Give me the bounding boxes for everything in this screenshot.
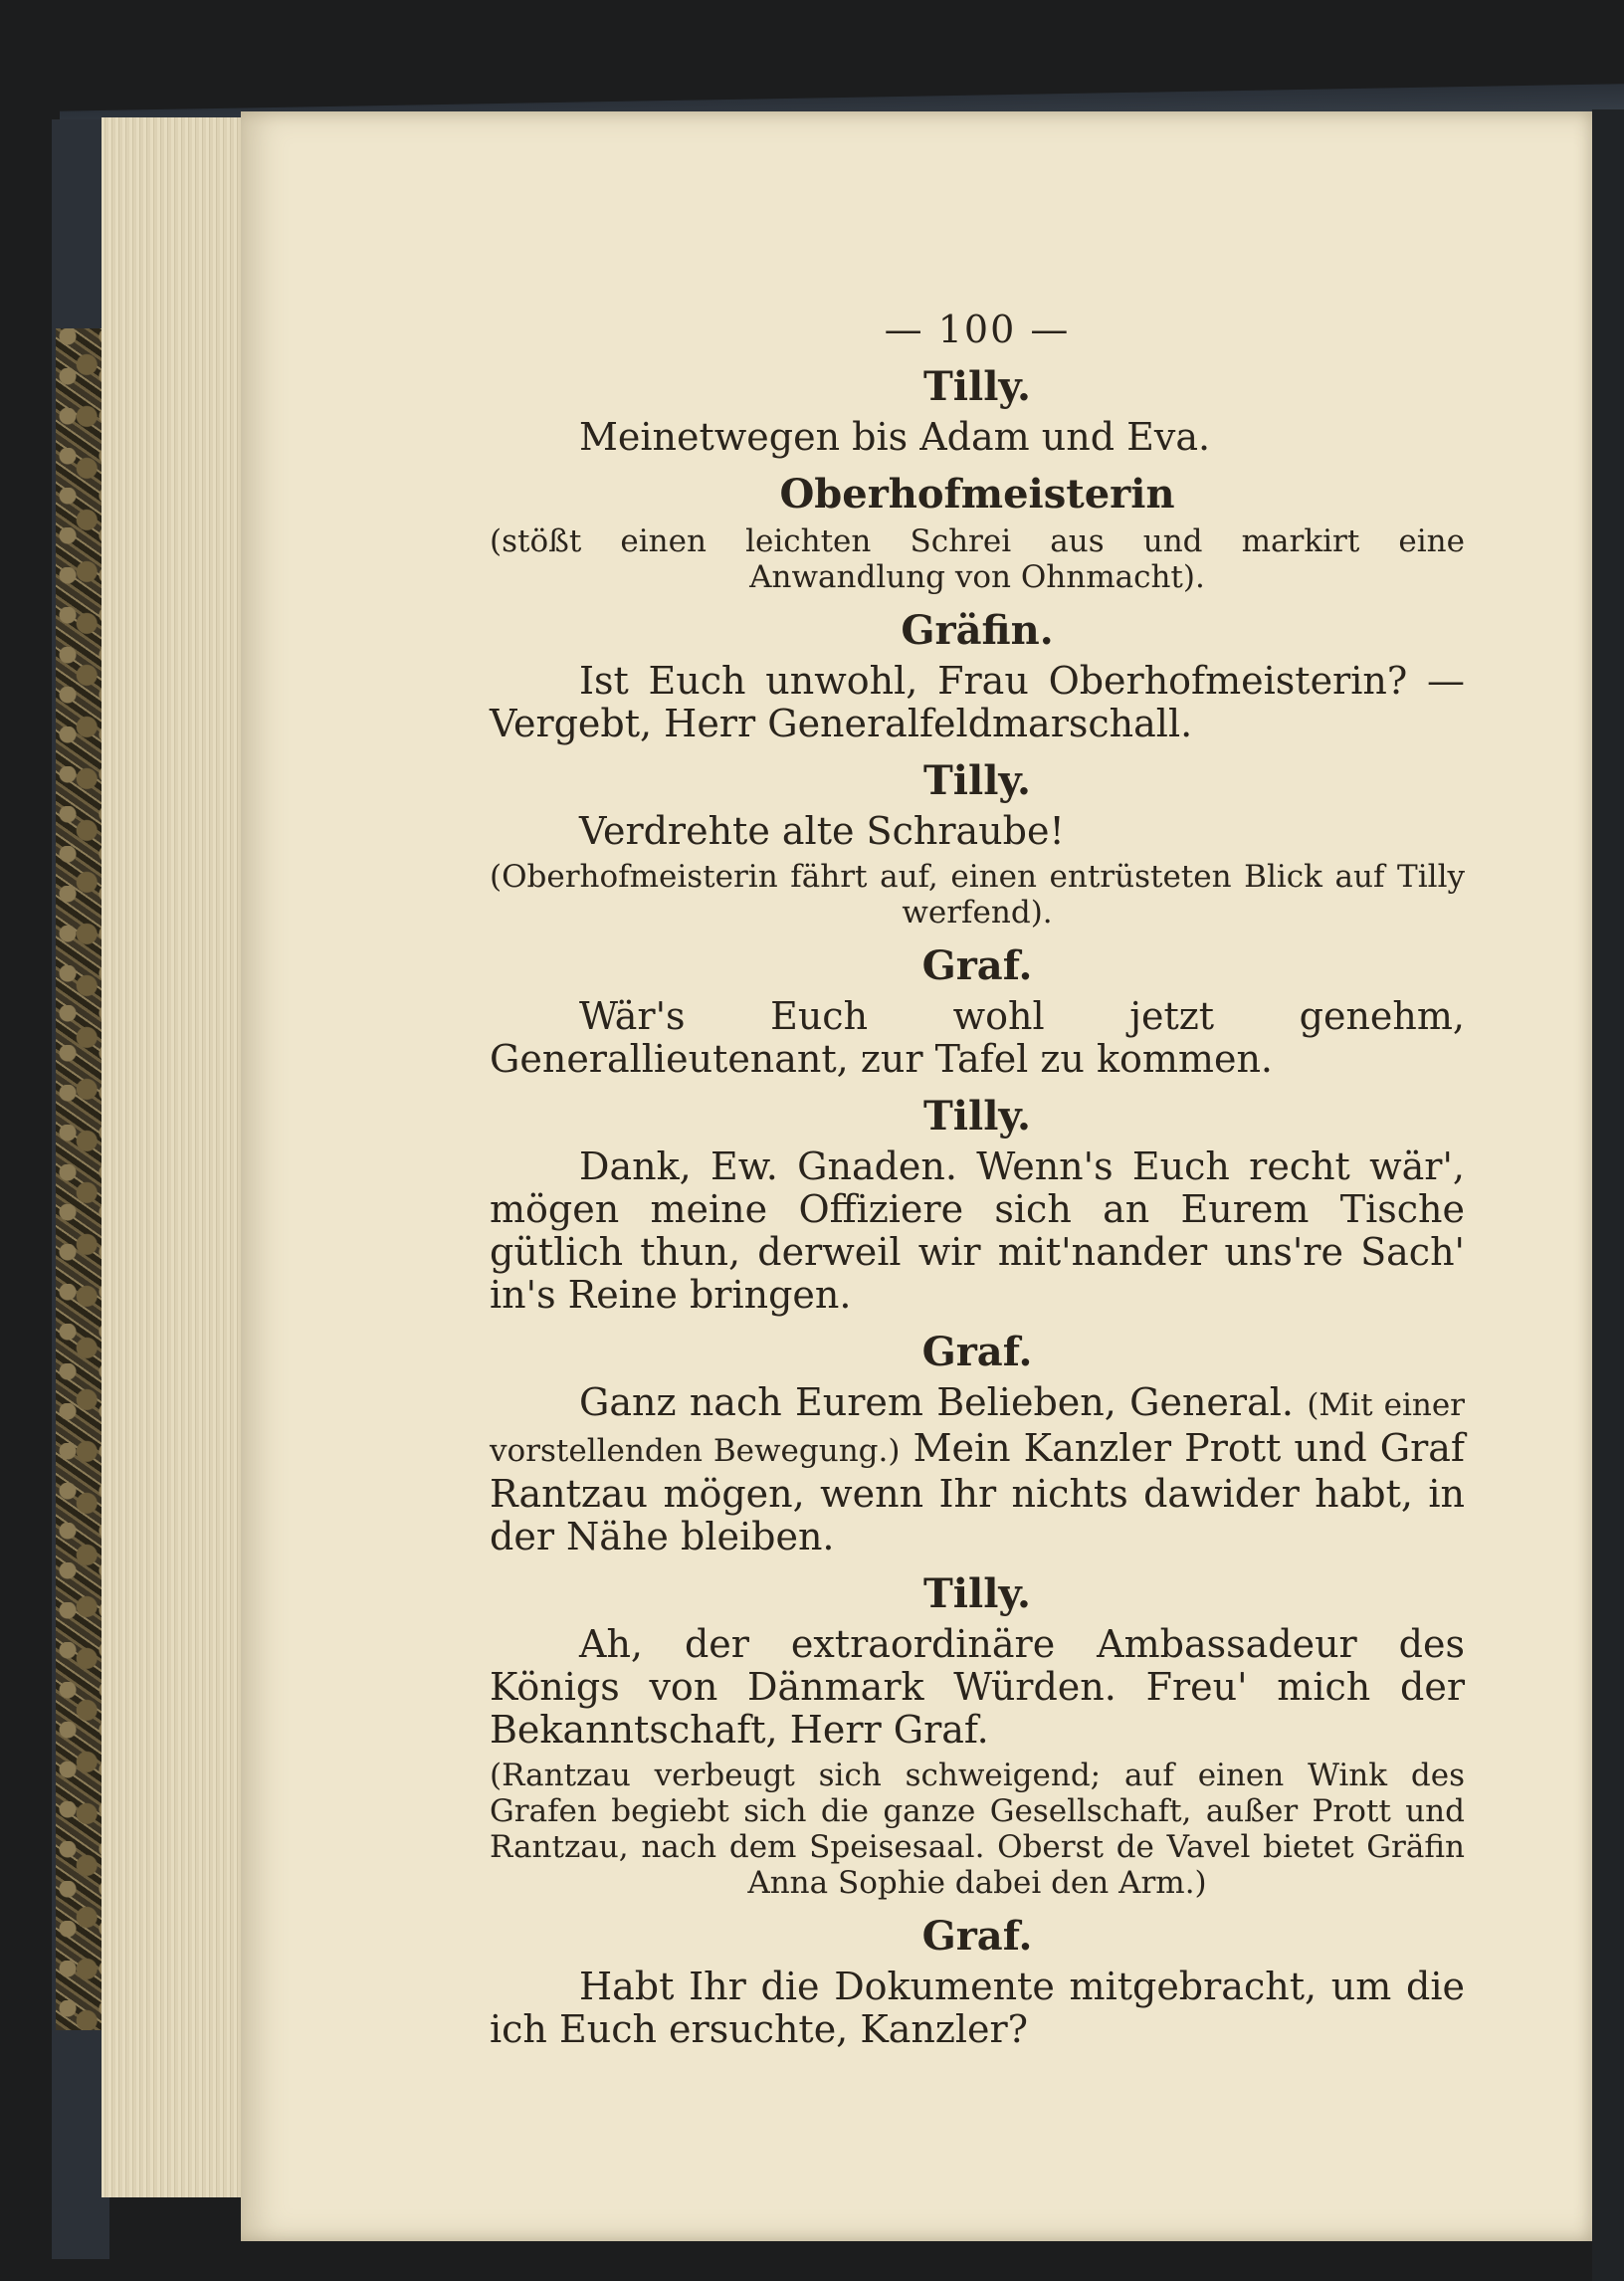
- speech-paragraph: Dank, Ew. Gnaden. Wenn's Euch recht wär', mögen meine Offiziere sich an Eurem Tische gütlich thun, derweil wir mit'nander uns're Sach' in's Reine bringen.: [490, 1144, 1465, 1317]
- page-edges: [102, 117, 261, 2197]
- page-text-column: [490, 309, 1465, 2051]
- speech-paragraph: Verdrehte alte Schraube!: [579, 809, 1065, 853]
- speaker-heading: Tilly.: [923, 757, 1031, 804]
- speaker-heading: Tilly.: [923, 1093, 1031, 1140]
- speaker-heading: Gräfin.: [901, 607, 1054, 654]
- page-number: — 100 —: [884, 308, 1071, 351]
- speech-paragraph-mixed: [490, 1381, 1465, 1558]
- speech-paragraph: Wär's Euch wohl jetzt genehm, Generallieutenant, zur Tafel zu kommen.: [490, 994, 1465, 1081]
- speech-paragraph: Meinetwegen bis Adam und Eva.: [579, 415, 1211, 459]
- speech-paragraph: Habt Ihr die Dokumente mitgebracht, um die ich Euch ersuchte, Kanzler?: [490, 1965, 1465, 2051]
- inline-stage-direction: (Mit einer vorstellenden Bewegung.): [490, 1387, 1465, 1469]
- speech-paragraph: Ah, der extraordinäre Ambassadeur des Königs von Dänmark Würden. Freu' mich der Bekanntschaft, Herr Graf.: [490, 1622, 1465, 1752]
- speaker-heading: Tilly.: [923, 363, 1031, 410]
- stage-direction: (Oberhofmeisterin fährt auf, einen entrüsteten Blick auf Tilly werfend).: [490, 859, 1465, 931]
- stage-direction: (stößt einen leichten Schrei aus und markirt eine Anwandlung von Ohnmacht).: [490, 523, 1465, 595]
- speaker-heading: Graf.: [921, 1329, 1033, 1375]
- stage-direction: (Rantzau verbeugt sich schweigend; auf einen Wink des Grafen begiebt sich die ganze Gesellschaft, außer Prott und Rantzau, nach dem Speisesaal. Oberst de Vavel bietet Gräfin Anna Sophie dabei den Arm.): [490, 1758, 1465, 1901]
- speech-text: Ganz nach Eurem Belieben, General.: [579, 1380, 1294, 1424]
- speaker-heading: Oberhofmeisterin: [779, 471, 1175, 518]
- speech-text: Mein Kanzler Prott und Graf Rantzau mögen, wenn Ihr nichts dawider habt, in der Nähe bleiben.: [490, 1426, 1465, 1558]
- speech-paragraph: Ist Euch unwohl, Frau Oberhofmeisterin? — Vergebt, Herr Generalfeldmarschall.: [490, 659, 1465, 745]
- speaker-heading: Graf.: [921, 1913, 1033, 1960]
- speaker-heading: Graf.: [921, 942, 1033, 989]
- speaker-heading: Tilly.: [923, 1570, 1031, 1617]
- scan-background-edge: [1592, 109, 1624, 2281]
